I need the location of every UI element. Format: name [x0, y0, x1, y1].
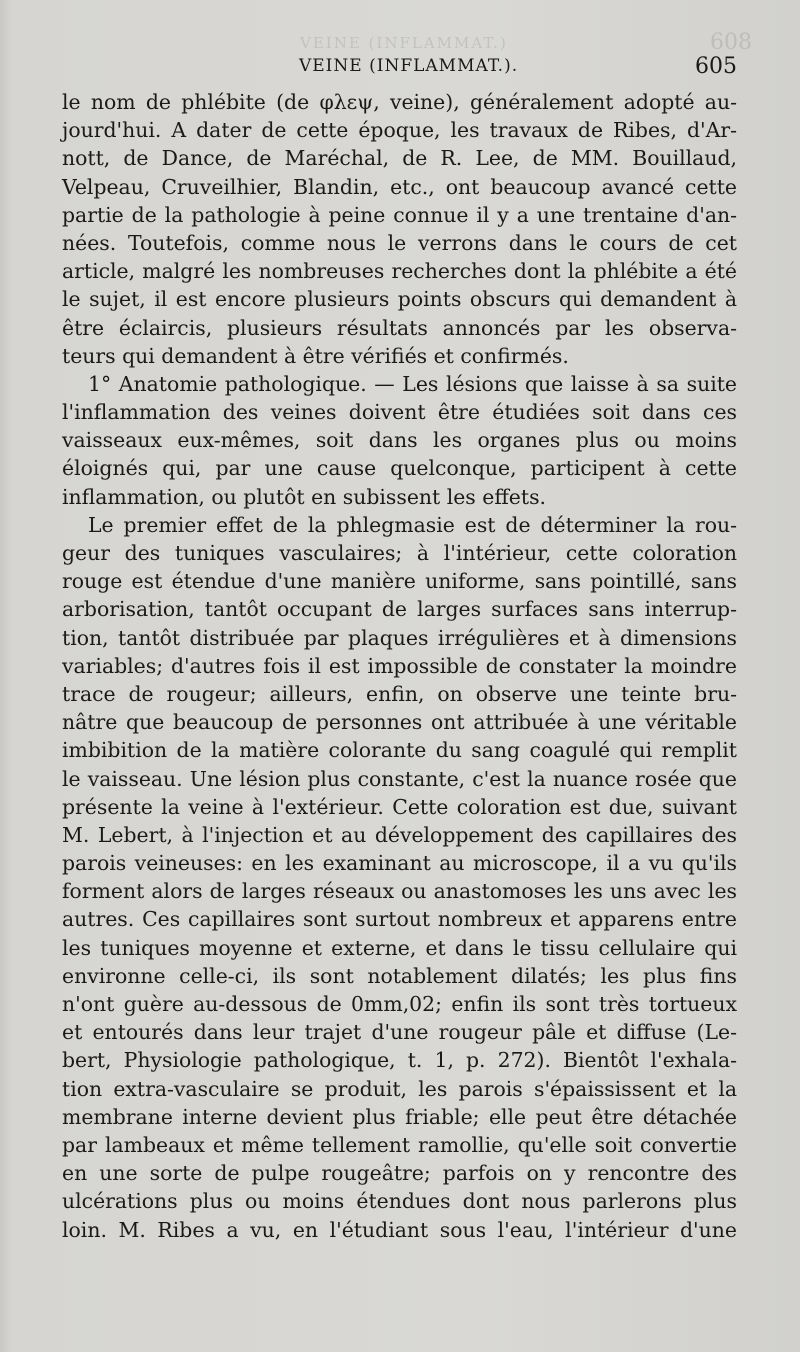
text-line: tion, tantôt distribuée par plaques irrégulières et à dimensions [62, 625, 737, 650]
text-line: 1° Anatomie pathologique. — Les lésions que laisse à sa suite [88, 371, 737, 396]
bleed-through-page-number: 608 [710, 30, 752, 55]
text-line: l'inflammation des veines doivent être étudiées soit dans ces [62, 400, 737, 425]
text-line: le nom de phlébite (de φλεψ, veine), généralement adopté au- [62, 90, 737, 114]
text-line: bert, Physiologie pathologique, t. 1, p. 272). Bientôt l'exhala- [62, 1048, 737, 1073]
text-line: Velpeau, Cruveilhier, Blandin, etc., ont beaucoup avancé cette [62, 174, 737, 199]
text-line: nées. Toutefois, comme nous le verrons dans le cours de cet [62, 230, 737, 255]
bleed-through-running-head: VEINE (INFLAMMAT.) [300, 34, 508, 52]
text-line: M. Lebert, à l'injection et au développement des capillaires des [62, 822, 737, 847]
text-line: présente la veine à l'extérieur. Cette coloration est due, suivant [62, 794, 737, 819]
text-line: par lambeaux et même tellement ramollie, qu'elle soit convertie [62, 1132, 737, 1157]
text-line: vaisseaux eux-mêmes, soit dans les organes plus ou moins [62, 428, 737, 453]
text-line: geur des tuniques vasculaires; à l'intérieur, cette coloration [62, 541, 737, 565]
text-line: autres. Ces capillaires sont surtout nombreux et apparens entre [62, 907, 737, 932]
text-line: imbibition de la matière colorante du sang coagulé qui remplit [62, 738, 737, 763]
text-line: membrane interne devient plus friable; elle peut être détachée [62, 1104, 737, 1129]
text-line: éloignés qui, par une cause quelconque, participent à cette [62, 456, 737, 481]
text-line: environne celle-ci, ils sont notablement dilatés; les plus fins [62, 963, 737, 988]
text-line: n'ont guère au-dessous de 0mm,02; enfin ils sont très tortueux [62, 992, 737, 1016]
text-line: loin. M. Ribes a vu, en l'étudiant sous l'eau, l'intérieur d'une [62, 1217, 737, 1242]
text-line: trace de rougeur; ailleurs, enfin, on observe une teinte bru- [62, 681, 737, 706]
text-line: rouge est étendue d'une manière uniforme, sans pointillé, sans [62, 569, 737, 594]
text-line: être éclaircis, plusieurs résultats annoncés par les observa- [62, 315, 737, 340]
text-line: parois veineuses: en les examinant au microscope, il a vu qu'ils [62, 851, 737, 876]
text-line: variables; d'autres fois il est impossible de constater la moindre [62, 653, 737, 678]
page-number: 605 [695, 54, 737, 79]
text-line: le sujet, il est encore plusieurs points obscurs qui demandent à [62, 287, 737, 312]
page-header [62, 56, 737, 86]
text-line: arborisation, tantôt occupant de larges surfaces sans interrup- [62, 597, 737, 622]
text-line: et entourés dans leur trajet d'une rougeur pâle et diffuse (Le- [62, 1020, 737, 1045]
text-line: teurs qui demandent à être vérifiés et confirmés. [62, 343, 569, 368]
text-line: tion extra-vasculaire se produit, les parois s'épaississent et la [62, 1076, 737, 1101]
text-line: le vaisseau. Une lésion plus constante, c'est la nuance rosée que [62, 766, 737, 791]
text-line: article, malgré les nombreuses recherches dont la phlébite a été [62, 259, 737, 284]
text-line: forment alors de larges réseaux ou anastomoses les uns avec les [62, 879, 737, 904]
text-line: ulcérations plus ou moins étendues dont nous parlerons plus [62, 1189, 737, 1214]
text-line: en une sorte de pulpe rougeâtre; parfois on y rencontre des [62, 1161, 737, 1186]
running-head: VEINE (INFLAMMAT.). [299, 56, 519, 76]
text-line: les tuniques moyenne et externe, et dans le tissu cellulaire qui [62, 935, 737, 960]
text-line: Le premier effet de la phlegmasie est de déterminer la rou- [88, 512, 737, 537]
text-line: inflammation, ou plutôt en subissent les effets. [62, 484, 547, 509]
body-text [62, 88, 737, 1244]
text-line: nott, de Dance, de Maréchal, de R. Lee, de MM. Bouillaud, [62, 146, 737, 171]
text-line: nâtre que beaucoup de personnes ont attribuée à une véritable [62, 710, 737, 735]
text-line: partie de la pathologie à peine connue il y a une trentaine d'an- [62, 202, 737, 227]
text-line: jourd'hui. A dater de cette époque, les travaux de Ribes, d'Ar- [62, 118, 737, 143]
